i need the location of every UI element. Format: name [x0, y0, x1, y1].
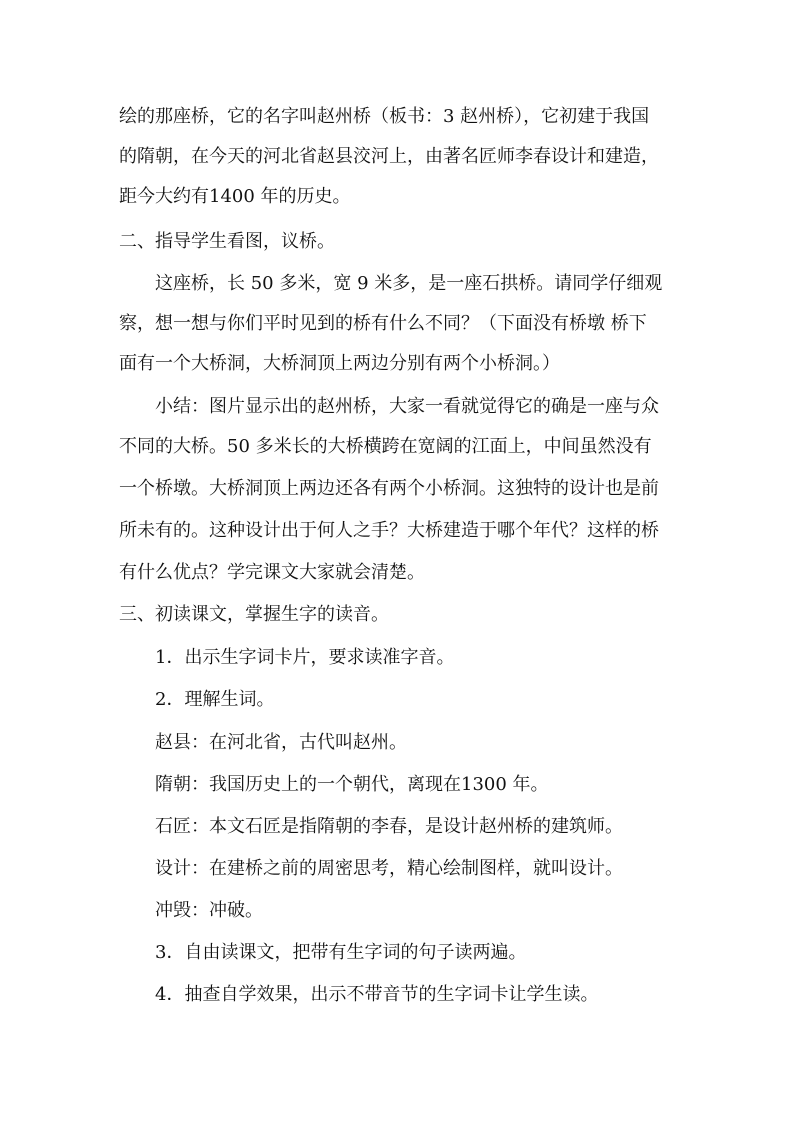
definition-line: 隋朝：我国历史上的一个朝代，离现在1300 年。: [155, 774, 549, 795]
paragraph-line: 距今大约有1400 年的历史。: [119, 186, 351, 207]
paragraph-line: 面有一个大桥洞，大桥洞顶上两边分别有两个小桥洞。）: [119, 353, 560, 374]
definition-line: 石匠：本文石匠是指隋朝的李春，是设计赵州桥的建筑师。: [155, 816, 623, 837]
paragraph-line: 所未有的。这种设计出于何人之手？大桥建造于哪个年代？这样的桥: [119, 520, 659, 541]
list-item: 1．出示生字词卡片，要求读准字音。: [155, 647, 455, 668]
paragraph-line: 有什么优点？学完课文大家就会清楚。: [119, 562, 425, 583]
list-item: 2．理解生词。: [155, 689, 275, 710]
paragraph-line: 不同的大桥。50 多米长的大桥横跨在宽阔的江面上，中间虽然没有: [119, 436, 652, 457]
section-heading: 二、指导学生看图，议桥。: [119, 231, 335, 252]
definition-line: 赵县：在河北省，古代叫赵州。: [155, 732, 407, 753]
paragraph-line: 的隋朝，在今天的河北省赵县洨河上，由著名匠师李春设计和建造，: [119, 146, 659, 167]
list-item: 3．自由读课文，把带有生字词的句子读两遍。: [155, 942, 527, 963]
paragraph-line: 察，想一想与你们平时见到的桥有什么不同？（下面没有桥墩 桥下: [119, 313, 647, 334]
definition-line: 冲毁：冲破。: [155, 900, 263, 921]
paragraph-line: 这座桥，长 50 多米，宽 9 米多，是一座石拱桥。请同学仔细观: [155, 273, 663, 294]
paragraph-line: 绘的那座桥，它的名字叫赵州桥（板书：3 赵州桥），它初建于我国: [119, 106, 650, 127]
paragraph-line: 小结：图片显示出的赵州桥，大家一看就觉得它的确是一座与众: [155, 396, 659, 417]
section-heading: 三、初读课文，掌握生字的读音。: [119, 604, 389, 625]
list-item: 4．抽查自学效果，出示不带音节的生字词卡让学生读。: [155, 984, 599, 1005]
paragraph-line: 一个桥墩。大桥洞顶上两边还各有两个小桥洞。这独特的设计也是前: [119, 478, 659, 499]
definition-line: 设计：在建桥之前的周密思考，精心绘制图样，就叫设计。: [155, 858, 623, 879]
